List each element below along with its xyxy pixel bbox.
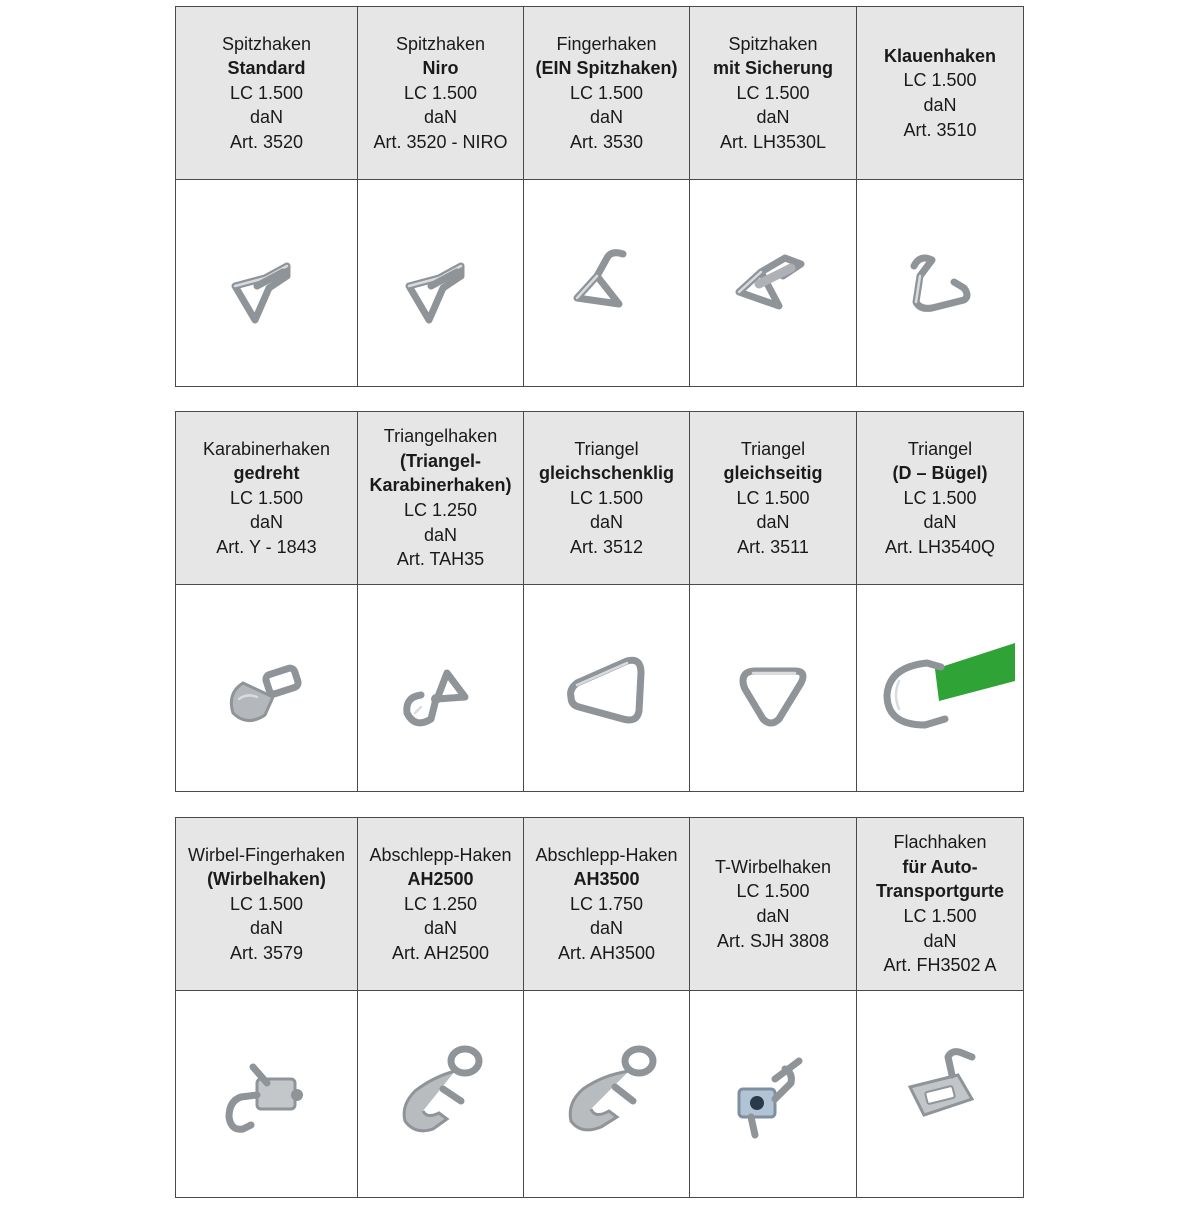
product-image-cell	[524, 180, 690, 387]
table-image-row	[176, 991, 1024, 1198]
product-label-line: AH3500	[573, 869, 640, 890]
product-label-line: (D – Bügel)	[892, 463, 988, 484]
flat-hook-icon	[880, 1039, 1000, 1149]
product-table-1	[175, 6, 1024, 387]
finger-hook-icon	[547, 228, 667, 338]
product-label-line: Klauenhaken	[883, 45, 997, 66]
product-label-line: LC 1.250	[403, 500, 478, 520]
d-ring-strap-icon	[865, 633, 1015, 743]
product-label-line: daN	[756, 512, 790, 533]
product-label-line: daN	[589, 107, 624, 128]
product-label-line: daN	[756, 906, 790, 926]
product-label-line: Art. 3530	[569, 131, 644, 152]
product-label-line: Art. 3579	[229, 942, 304, 963]
product-label-cell	[358, 412, 524, 585]
product-image-cell	[690, 585, 857, 792]
product-label-line: LC 1.500	[569, 82, 644, 103]
product-label-line: mit Sicherung	[712, 58, 833, 79]
product-label-cell	[857, 7, 1024, 180]
product-label-line: Triangel	[574, 438, 639, 459]
product-label-line: Art. FH3502 A	[883, 955, 997, 976]
product-label-cell	[176, 7, 358, 180]
t-swivel-hook-icon	[713, 1039, 833, 1149]
product-image-cell	[524, 585, 690, 792]
tow-hook-icon	[381, 1039, 501, 1149]
product-label-line: Art. 3520	[229, 131, 304, 152]
table-header-row	[176, 412, 1024, 585]
pointed-hook-icon	[207, 228, 327, 338]
product-image-cell	[176, 991, 358, 1198]
twisted-snap-hook-icon	[207, 633, 327, 743]
product-label-line: daN	[589, 918, 624, 939]
product-image-cell	[857, 180, 1024, 387]
product-label-line: (Triangel-	[399, 450, 481, 471]
product-label-cell	[358, 818, 524, 991]
product-image-cell	[690, 991, 857, 1198]
product-label-line: Triangel	[740, 438, 806, 459]
product-label-line: Abschlepp-Haken	[535, 844, 678, 865]
product-label-cell	[176, 412, 358, 585]
product-label-line: Art. 3511	[737, 536, 809, 557]
product-label-line: LC 1.500	[736, 82, 810, 103]
product-image-cell	[857, 991, 1024, 1198]
swivel-finger-hook-icon	[207, 1039, 327, 1149]
product-label-line: Niro	[422, 58, 459, 79]
product-label-line: AH2500	[407, 869, 474, 890]
isosceles-triangle-ring-icon	[547, 633, 667, 743]
product-label-line: Art. Y - 1843	[216, 536, 317, 557]
product-label-line: Abschlepp-Haken	[369, 844, 512, 865]
product-image-cell	[358, 991, 524, 1198]
product-image-cell	[358, 180, 524, 387]
tow-hook-large-icon	[547, 1039, 667, 1149]
product-label-cell	[176, 818, 358, 991]
product-label-line: Karabinerhaken)	[369, 475, 512, 496]
product-label-line: gedreht	[233, 463, 300, 484]
product-label-cell	[358, 7, 524, 180]
product-label-line: LC 1.500	[569, 487, 644, 508]
product-label-cell	[524, 412, 690, 585]
product-label-line: Art. TAH35	[396, 549, 485, 570]
product-label-line: daN	[423, 918, 458, 939]
product-label-line: LC 1.250	[403, 893, 478, 914]
product-label-line: daN	[249, 918, 284, 939]
product-label-line: daN	[249, 512, 284, 533]
product-label-line: Art. SJH 3808	[716, 930, 830, 951]
product-label-line: LC 1.500	[403, 82, 478, 103]
product-label-line: LC 1.500	[229, 487, 304, 508]
product-label-cell	[690, 818, 857, 991]
product-label-line: daN	[756, 107, 790, 128]
product-image-cell	[857, 585, 1024, 792]
table-header-row	[176, 7, 1024, 180]
product-label-line: gleichschenklig	[538, 463, 675, 484]
product-label-cell	[857, 818, 1024, 991]
product-label-line: Transportgurte	[875, 881, 1004, 902]
product-table-2	[175, 411, 1024, 792]
product-label-line: Art. 3520 - NIRO	[373, 131, 508, 152]
product-label-line: daN	[423, 524, 458, 545]
table-image-row	[176, 180, 1024, 387]
product-label-line: LC 1.500	[736, 881, 810, 902]
claw-hook-icon	[880, 228, 1000, 338]
product-label-line: Spitzhaken	[395, 33, 486, 54]
product-label-line: Art. LH3540Q	[884, 536, 996, 557]
pointed-hook-stainless-icon	[381, 228, 501, 338]
product-label-line: LC 1.500	[736, 487, 810, 508]
product-label-line: Fingerhaken	[556, 33, 657, 54]
product-label-line: (Wirbelhaken)	[207, 869, 326, 890]
product-label-line: T-Wirbelhaken	[714, 856, 832, 877]
product-image-cell	[358, 585, 524, 792]
product-image-cell	[176, 585, 358, 792]
product-label-line: Art. LH3530L	[719, 131, 827, 152]
product-label-line: daN	[249, 107, 284, 128]
product-label-line: Art. AH2500	[391, 942, 490, 963]
product-image-cell	[524, 991, 690, 1198]
product-label-line: Wirbel-Fingerhaken	[187, 844, 346, 865]
product-label-line: LC 1.500	[229, 82, 304, 103]
product-label-line: LC 1.500	[903, 70, 977, 91]
product-table-3	[175, 817, 1024, 1198]
product-label-line: Art. 3510	[903, 119, 977, 140]
product-label-cell	[857, 412, 1024, 585]
product-label-line: (EIN Spitzhaken)	[535, 58, 678, 79]
product-label-line: Spitzhaken	[728, 33, 818, 54]
product-label-cell	[524, 7, 690, 180]
product-label-line: für Auto-	[902, 856, 978, 877]
product-image-cell	[176, 180, 358, 387]
product-label-line: Triangel	[907, 438, 973, 459]
product-image-cell	[690, 180, 857, 387]
product-label-line: LC 1.500	[903, 906, 977, 926]
product-label-line: LC 1.500	[229, 893, 304, 914]
product-label-line: Spitzhaken	[221, 33, 312, 54]
product-label-line: Art. AH3500	[557, 942, 656, 963]
product-label-line: gleichseitig	[723, 463, 823, 484]
product-label-line: daN	[589, 512, 624, 533]
product-label-line: daN	[923, 930, 957, 951]
table-header-row	[176, 818, 1024, 991]
triangle-snap-hook-icon	[381, 633, 501, 743]
product-label-line: daN	[923, 95, 957, 115]
product-label-line: LC 1.750	[569, 893, 644, 914]
product-label-cell	[690, 7, 857, 180]
product-label-cell	[690, 412, 857, 585]
equilateral-triangle-ring-icon	[713, 633, 833, 743]
product-label-line: Flachhaken	[893, 832, 987, 853]
safety-hook-icon	[713, 228, 833, 338]
product-label-line: LC 1.500	[903, 487, 977, 508]
product-label-line: Art. 3512	[569, 536, 644, 557]
product-label-line: Standard	[227, 58, 306, 79]
product-label-line: daN	[423, 107, 458, 128]
product-label-line: Triangelhaken	[383, 426, 498, 447]
product-label-line: Karabinerhaken	[202, 438, 331, 459]
product-label-line: daN	[923, 512, 957, 533]
table-image-row	[176, 585, 1024, 792]
product-label-cell	[524, 818, 690, 991]
